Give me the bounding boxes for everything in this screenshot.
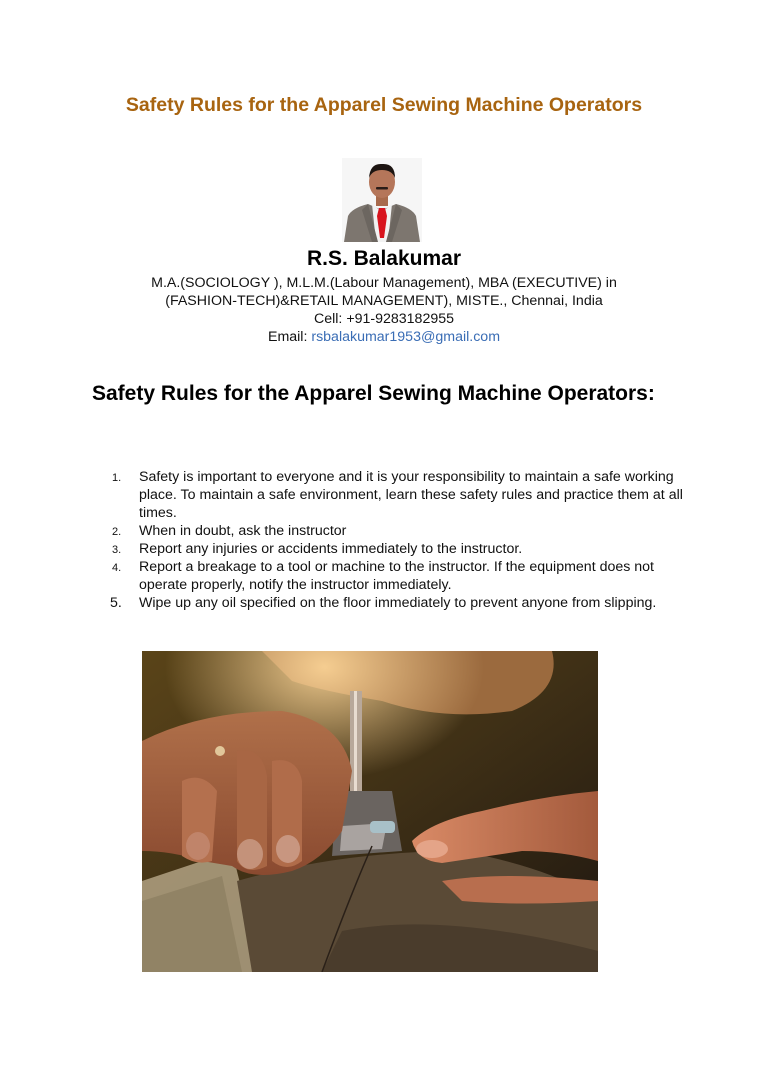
cell-number: +91-9283182955 xyxy=(346,311,455,327)
list-item-text: Wipe up any oil specified on the floor immediately to prevent anyone from slipping. xyxy=(139,595,657,611)
author-email xyxy=(100,328,668,346)
author-name: R.S. Balakumar xyxy=(306,247,462,270)
list-item-text: When in doubt, ask the instructor xyxy=(139,523,347,539)
list-number: 5. xyxy=(110,595,122,611)
sewing-photo xyxy=(142,651,598,972)
document-title: Safety Rules for the Apparel Sewing Machine Operators xyxy=(125,94,643,116)
section-heading: Safety Rules for the Apparel Sewing Machine Operators: xyxy=(92,382,655,405)
portrait-icon xyxy=(342,158,422,242)
list-number: 1. xyxy=(112,472,122,484)
cell-label: Cell: xyxy=(313,311,347,327)
safety-rules-list xyxy=(104,468,684,612)
list-item-text: Report any injuries or accidents immediately to the instructor. xyxy=(139,541,523,557)
email-label: Email: xyxy=(267,329,312,345)
list-item xyxy=(104,522,684,540)
list-item-text: Safety is important to everyone and it is your responsibility to maintain a safe working place. To maintain a safe environment, learn these safety rules and practice them at all times. xyxy=(139,469,683,521)
author-portrait-image xyxy=(342,158,422,242)
author-info xyxy=(100,274,668,346)
list-item xyxy=(104,594,684,612)
list-number: 3. xyxy=(112,544,122,556)
author-qualifications-line-2: (FASHION-TECH)&RETAIL MANAGEMENT), MISTE., Chennai, India xyxy=(165,293,603,309)
sewing-hands-image-icon xyxy=(142,651,598,972)
list-item xyxy=(104,468,684,522)
author-cell xyxy=(100,310,668,328)
list-item xyxy=(104,558,684,594)
list-item xyxy=(104,540,684,558)
email-link[interactable]: rsbalakumar1953@gmail.com xyxy=(311,329,501,345)
list-number: 2. xyxy=(112,526,122,538)
author-qualifications-line-1: M.A.(SOCIOLOGY ), M.L.M.(Labour Management), MBA (EXECUTIVE) in xyxy=(151,275,617,291)
list-item-text: Report a breakage to a tool or machine to the instructor. If the equipment does not operate properly, notify the instructor immediately. xyxy=(139,559,655,593)
list-number: 4. xyxy=(112,562,122,574)
